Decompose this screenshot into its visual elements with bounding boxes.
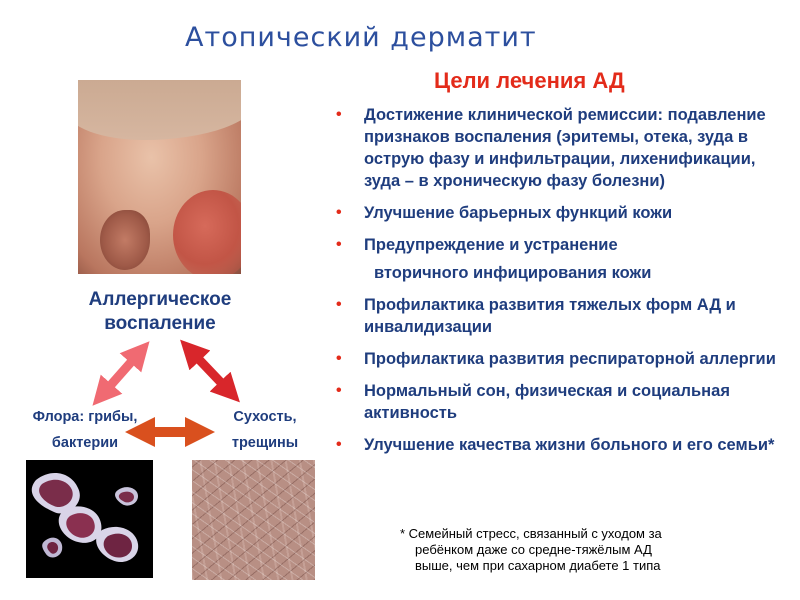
bullet-icon: • [336, 106, 342, 123]
baby-hair [78, 80, 241, 140]
dryness-label-line: Сухость, [233, 409, 297, 425]
dry-skin-photo [192, 460, 315, 580]
goals-list [334, 104, 780, 466]
goal-text: Профилактика развития тяжелых форм АД и инвалидизации [364, 296, 736, 336]
arrow-allergy-flora [102, 352, 140, 395]
goal-text: Улучшение барьерных функций кожи [364, 204, 673, 222]
goal-item-continuation [334, 262, 780, 284]
goals-heading: Цели лечения АД [434, 68, 625, 93]
goal-item [334, 380, 780, 424]
goal-item [334, 434, 780, 456]
goal-text: Улучшение качества жизни больного и его семьи* [364, 436, 775, 454]
dryness-label-line: трещины [231, 435, 299, 451]
footnote-line: * Семейный стресс, связанный с уходом за [400, 526, 662, 541]
goal-item [334, 348, 780, 370]
bullet-icon: • [336, 350, 342, 367]
goal-text: вторичного инфицирования кожи [374, 264, 652, 282]
goal-item [334, 234, 780, 256]
footnote-line: ребёнком даже со средне-тяжёлым АД [415, 542, 652, 557]
bullet-icon: • [336, 236, 342, 253]
rash-cheek [173, 190, 241, 274]
bullet-icon: • [336, 204, 342, 221]
slide-title: Атопический дерматит [185, 22, 537, 53]
flora-label [20, 404, 150, 456]
bullet-icon: • [336, 436, 342, 453]
goal-text: Профилактика развития респираторной аллергии [364, 350, 776, 368]
baby-ear [100, 210, 150, 270]
goal-item [334, 294, 780, 338]
flora-label-line: Флора: грибы, [32, 409, 138, 425]
baby-face-photo [78, 80, 241, 274]
microscopy-fungi-photo [26, 460, 153, 578]
footnote [400, 526, 780, 574]
goal-item [334, 202, 780, 224]
goal-text: Достижение клинической ремиссии: подавление признаков воспаления (эритемы, отека, зуда в острую фазу и инфильтрации, лихенификации, зуда – в хроническую фазу болезни) [364, 106, 766, 190]
dryness-label [210, 404, 320, 456]
allergic-inflammation-label: Аллергическое воспаление [88, 289, 232, 334]
microscopy-image [26, 460, 153, 578]
footnote-line: выше, чем при сахарном диабете 1 типа [415, 558, 661, 573]
arrow-allergy-dryness [190, 350, 230, 392]
goal-item [334, 104, 780, 192]
bullet-icon: • [336, 296, 342, 313]
goal-text: Предупреждение и устранение [364, 236, 618, 254]
goal-text: Нормальный сон, физическая и социальная активность [364, 382, 730, 422]
bullet-icon: • [336, 382, 342, 399]
flora-label-line: бактерии [51, 435, 119, 451]
